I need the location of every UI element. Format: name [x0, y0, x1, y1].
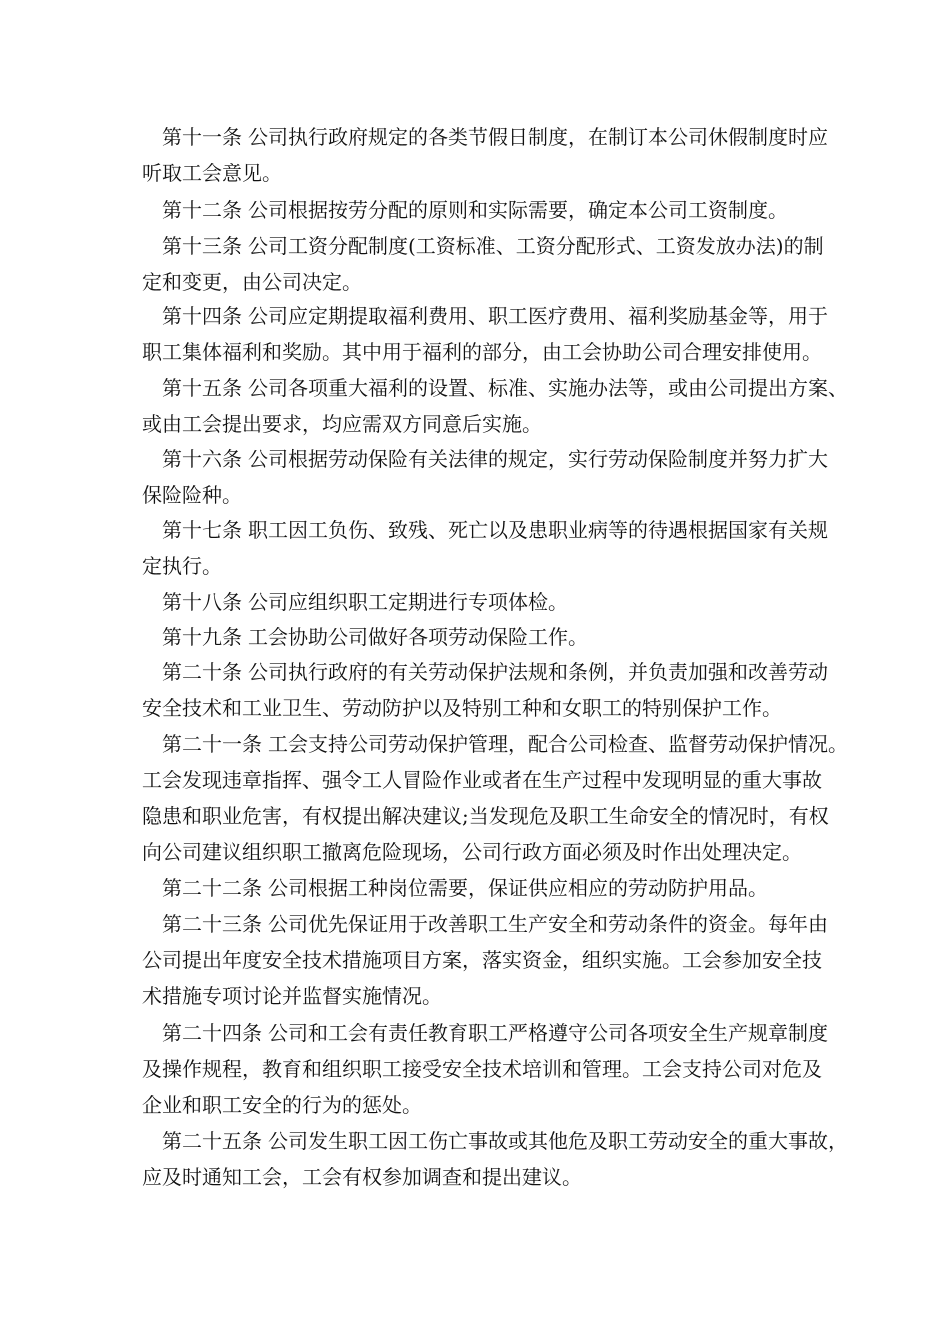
article-16-cont [0, 479, 950, 511]
article-text: 听取工会意见。 [142, 161, 282, 185]
article-21-cont-3 [0, 836, 950, 868]
article-18 [0, 586, 950, 618]
article-17-cont [0, 550, 950, 582]
article-text: 应及时通知工会，工会有权参加调查和提出建议。 [142, 1165, 582, 1189]
article-17 [0, 514, 950, 546]
article-number: 第二十一条 [162, 732, 262, 756]
article-number: 第十七条 [162, 518, 242, 542]
article-number: 第二十四条 [162, 1021, 262, 1045]
article-23-cont-2 [0, 980, 950, 1012]
article-text: 公司应定期提取福利费用、职工医疗费用、福利奖励基金等，用于 [248, 304, 828, 328]
article-14 [0, 300, 950, 332]
article-15-cont [0, 408, 950, 440]
article-text: 公司执行政府的有关劳动保护法规和条例，并负责加强和改善劳动 [248, 660, 828, 684]
article-24 [0, 1017, 950, 1049]
article-text: 定执行。 [142, 554, 222, 578]
article-text: 公司根据劳动保险有关法律的规定，实行劳动保险制度并努力扩大 [248, 447, 828, 471]
article-text: 公司执行政府规定的各类节假日制度，在制订本公司休假制度时应 [248, 125, 828, 149]
article-number: 第十三条 [162, 234, 242, 258]
article-text: 公司提出年度安全技术措施项目方案，落实资金，组织实施。工会参加安全技 [142, 948, 822, 972]
article-text: 保险险种。 [142, 483, 242, 507]
article-13 [0, 230, 950, 262]
article-text: 或由工会提出要求，均应需双方同意后实施。 [142, 412, 542, 436]
article-text: 公司应组织职工定期进行专项体检。 [248, 590, 568, 614]
article-text: 公司各项重大福利的设置、标准、实施办法等，或由公司提出方案、 [248, 376, 848, 400]
article-number: 第二十条 [162, 660, 242, 684]
article-number: 第二十五条 [162, 1129, 262, 1153]
article-21 [0, 728, 950, 760]
article-22 [0, 872, 950, 904]
article-number: 第十五条 [162, 376, 242, 400]
article-number: 第十四条 [162, 304, 242, 328]
article-21-cont-1 [0, 764, 950, 796]
article-text: 隐患和职业危害，有权提出解决建议;当发现危及职工生命安全的情况时，有权 [142, 804, 829, 828]
article-text: 工会协助公司做好各项劳动保险工作。 [248, 625, 588, 649]
article-number: 第十八条 [162, 590, 242, 614]
article-text: 公司发生职工因工伤亡事故或其他危及职工劳动安全的重大事故， [268, 1129, 848, 1153]
article-24-cont-1 [0, 1053, 950, 1085]
article-23-cont-1 [0, 944, 950, 976]
article-text: 公司和工会有责任教育职工严格遵守公司各项安全生产规章制度 [268, 1021, 828, 1045]
article-24-cont-2 [0, 1089, 950, 1121]
article-16 [0, 443, 950, 475]
article-15 [0, 372, 950, 404]
article-20-cont [0, 692, 950, 724]
article-text: 公司根据工种岗位需要，保证供应相应的劳动防护用品。 [268, 876, 768, 900]
article-23 [0, 908, 950, 940]
article-text: 定和变更，由公司决定。 [142, 270, 362, 294]
article-21-cont-2 [0, 800, 950, 832]
article-text: 企业和职工安全的行为的惩处。 [142, 1093, 422, 1117]
article-11 [0, 121, 950, 153]
article-text: 安全技术和工业卫生、劳动防护以及特别工种和女职工的特别保护工作。 [142, 696, 782, 720]
article-text: 工会发现违章指挥、强令工人冒险作业或者在生产过程中发现明显的重大事故 [142, 768, 822, 792]
article-text: 公司工资分配制度(工资标准、工资分配形式、工资发放办法)的制 [248, 234, 824, 258]
article-number: 第十六条 [162, 447, 242, 471]
article-number: 第二十三条 [162, 912, 262, 936]
article-11-cont [0, 157, 950, 189]
article-25-cont [0, 1161, 950, 1193]
article-25 [0, 1125, 950, 1157]
article-20 [0, 656, 950, 688]
article-number: 第二十二条 [162, 876, 262, 900]
article-text: 工会支持公司劳动保护管理，配合公司检查、监督劳动保护情况。 [268, 732, 848, 756]
article-text: 公司根据按劳分配的原则和实际需要，确定本公司工资制度。 [248, 198, 788, 222]
article-13-cont [0, 266, 950, 298]
article-text: 及操作规程，教育和组织职工接受安全技术培训和管理。工会支持公司对危及 [142, 1057, 822, 1081]
article-number: 第十九条 [162, 625, 242, 649]
article-text: 公司优先保证用于改善职工生产安全和劳动条件的资金。每年由 [268, 912, 828, 936]
article-text: 职工因工负伤、致残、死亡以及患职业病等的待遇根据国家有关规 [248, 518, 828, 542]
article-14-cont [0, 336, 950, 368]
article-12 [0, 194, 950, 226]
article-19 [0, 621, 950, 653]
article-number: 第十一条 [162, 125, 242, 149]
article-number: 第十二条 [162, 198, 242, 222]
article-text: 向公司建议组织职工撤离危险现场，公司行政方面必须及时作出处理决定。 [142, 840, 802, 864]
article-text: 术措施专项讨论并监督实施情况。 [142, 984, 442, 1008]
article-text: 职工集体福利和奖励。其中用于福利的部分，由工会协助公司合理安排使用。 [142, 340, 822, 364]
